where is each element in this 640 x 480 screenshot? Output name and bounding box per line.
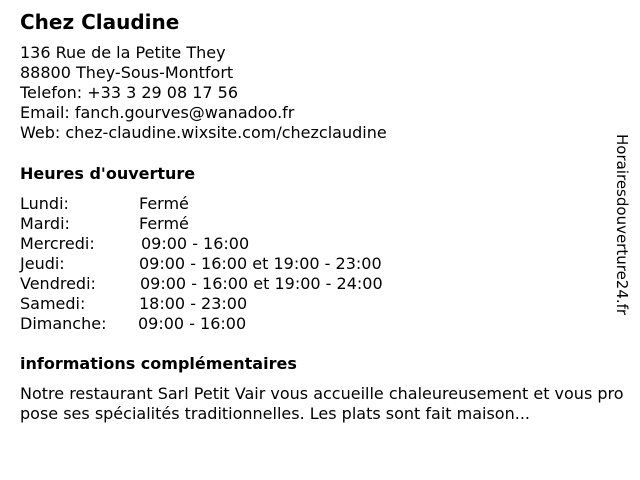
day-label: Mardi: xyxy=(20,214,70,233)
day-label: Samedi: xyxy=(20,294,86,313)
hours-value: Fermé xyxy=(139,194,189,213)
day-label: Mercredi: xyxy=(20,234,95,253)
info-heading: informations complémentaires xyxy=(20,354,297,373)
day-label: Lundi: xyxy=(20,194,69,213)
contact-block xyxy=(20,43,387,143)
hours-value: 09:00 - 16:00 xyxy=(138,314,247,333)
web-line: Web: chez-claudine.wixsite.com/chezclaudine xyxy=(20,123,387,142)
email-line: Email: fanch.gourves@wanadoo.fr xyxy=(20,103,295,122)
restaurant-name: Chez Claudine xyxy=(20,10,180,34)
hours-heading: Heures d'ouverture xyxy=(20,164,196,183)
description-text: Notre restaurant Sarl Petit Vair vous accueille chaleureusement et vous propose ses spécialités traditionnelles. Les plats sont fait maison... xyxy=(20,384,624,423)
hours-value: 18:00 - 23:00 xyxy=(139,294,248,313)
hours-value: 09:00 - 16:00 et 19:00 - 23:00 xyxy=(139,254,382,273)
day-label: Jeudi: xyxy=(20,254,65,273)
phone-line: Telefon: +33 3 29 08 17 56 xyxy=(20,83,239,102)
site-watermark: Horairesdouverture24.fr xyxy=(613,134,631,316)
hours-value: Fermé xyxy=(139,214,189,233)
day-label: Vendredi: xyxy=(20,274,96,293)
address-line-2: 88800 They-Sous-Montfort xyxy=(20,63,234,82)
hours-value: 09:00 - 16:00 et 19:00 - 24:00 xyxy=(140,274,383,293)
day-label: Dimanche: xyxy=(20,314,107,333)
hours-value: 09:00 - 16:00 xyxy=(141,234,250,253)
address-line-1: 136 Rue de la Petite They xyxy=(20,43,226,62)
